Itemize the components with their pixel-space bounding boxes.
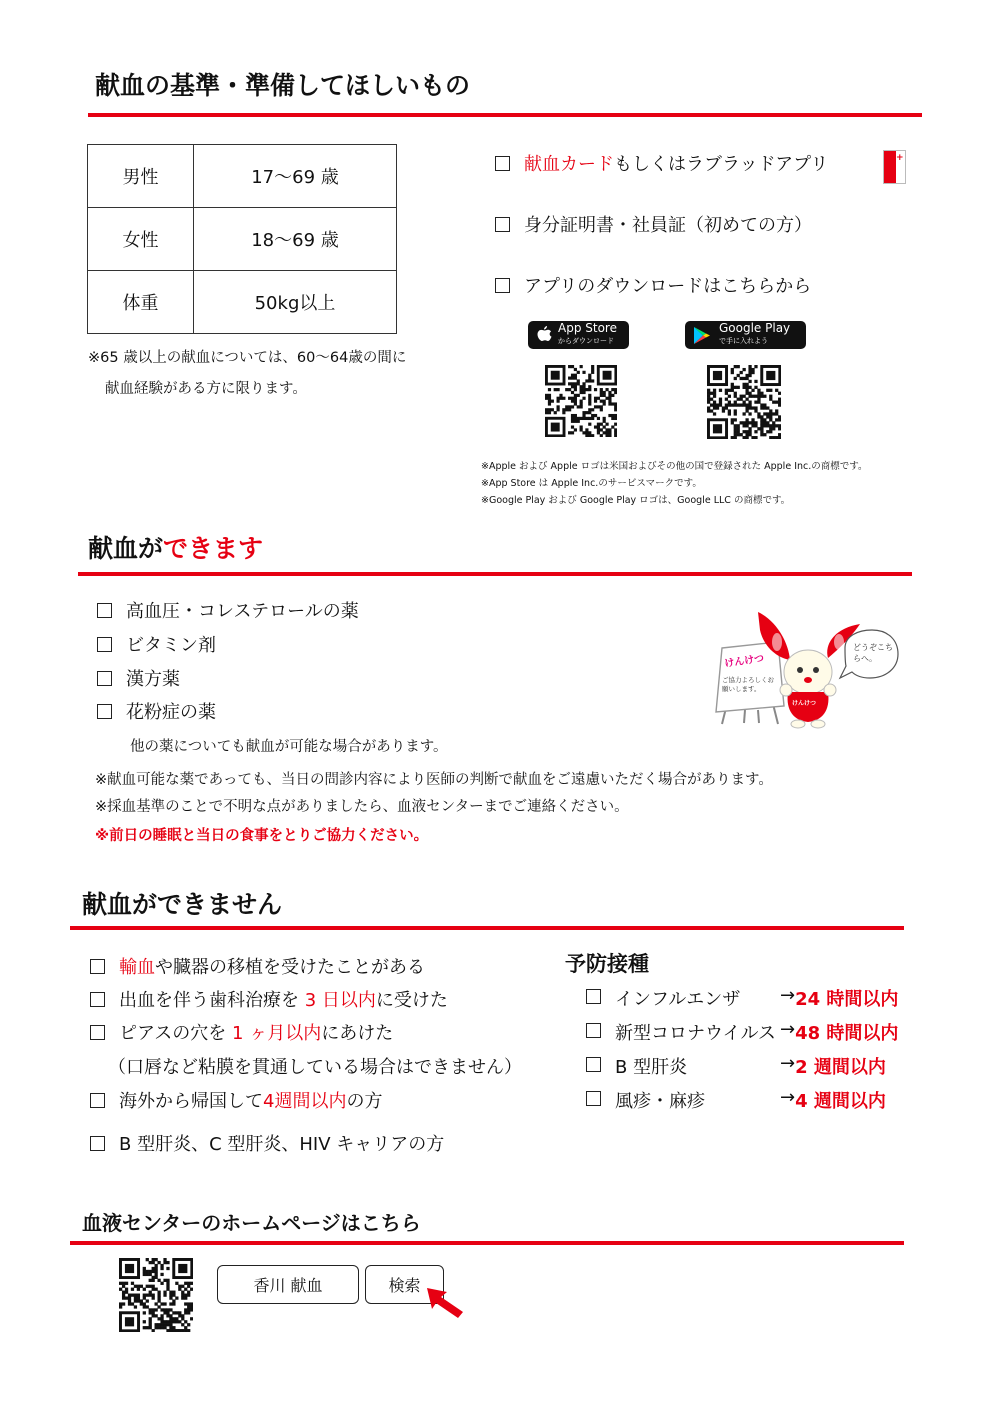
qr-pattern — [707, 365, 781, 439]
vaccine-name: インフルエンザ — [615, 989, 741, 1010]
checklist-text: や臓器の移植を受けたことがある — [155, 957, 425, 978]
checklist-item — [90, 1087, 382, 1113]
checkbox-icon — [97, 637, 112, 652]
vaccine-name: 新型コロナウイルス — [615, 1023, 776, 1044]
app-store-badge[interactable] — [528, 321, 629, 349]
pointer-arrow-icon — [425, 1284, 467, 1320]
criteria-label: 体重 — [88, 271, 194, 334]
age-note-line2: 献血経験がある方に限ります。 — [105, 381, 307, 397]
checklist-item — [90, 953, 425, 979]
criteria-value: 18～69 歳 — [194, 208, 397, 271]
vaccine-row — [586, 985, 898, 1011]
vaccine-name: 風疹・麻疹 — [615, 1091, 705, 1112]
google-play-title: Google Play — [719, 321, 791, 335]
vaccine-row — [586, 1087, 886, 1113]
section1-title: 献血の基準・準備してほしいもの — [95, 71, 471, 100]
checklist-item — [495, 150, 828, 176]
checklist-text: B 型肝炎、C 型肝炎、HIV キャリアの方 — [119, 1134, 445, 1155]
checkbox-icon — [97, 603, 112, 618]
checklist-text: 高血圧・コレステロールの薬 — [126, 601, 359, 622]
section2-title-prefix: 献血が — [88, 534, 164, 563]
trademark-note: ※App Store は Apple Inc.のサービスマークです。 — [481, 478, 702, 489]
checkbox-icon — [586, 1091, 601, 1106]
checklist-item — [495, 211, 812, 237]
speech-bubble-text: どうぞこちらへ。 — [853, 643, 893, 663]
piercing-note: （口唇など粘膜を貫通している場合はできません） — [108, 1057, 522, 1078]
checkbox-icon — [90, 992, 105, 1007]
trademark-note: ※Apple および Apple ロゴは米国およびその他の国で登録された Apple Inc.の商標です。 — [481, 461, 868, 472]
checklist-text: ピアスの穴を — [119, 1023, 233, 1044]
vaccine-name: B 型肝炎 — [615, 1057, 688, 1078]
criteria-label: 女性 — [88, 208, 194, 271]
table-row — [88, 145, 397, 208]
vaccine-period: 2 週間以内 — [795, 1057, 886, 1078]
checklist-item — [90, 1130, 444, 1156]
checklist-item — [90, 1019, 393, 1045]
search-button[interactable]: 検索 — [365, 1265, 444, 1304]
app-store-title: App Store — [558, 321, 617, 335]
age-note-line1: ※65 歳以上の献血については、60～64歳の間に — [88, 350, 407, 366]
criteria-table — [87, 144, 397, 334]
section2-title-highlight: できます — [163, 534, 264, 563]
checkbox-icon — [586, 1023, 601, 1038]
checklist-text: 花粉症の薬 — [126, 702, 216, 723]
checklist-text: もしくはラブラッドアプリ — [614, 154, 829, 175]
homepage-qr-code[interactable] — [119, 1258, 193, 1332]
checkbox-icon — [90, 1136, 105, 1151]
google-play-badge[interactable] — [685, 321, 806, 349]
checkbox-icon — [97, 671, 112, 686]
inquiry-note: ※採血基準のことで不明な点がありましたら、血液センターまでご連絡ください。 — [95, 799, 629, 815]
section3-divider — [70, 926, 904, 930]
cooperation-note: ※前日の睡眠と当日の食事をとりご協力ください。 — [95, 828, 429, 844]
highlight-text: 4週間以内 — [263, 1091, 347, 1112]
arrow-icon: → — [780, 1053, 796, 1074]
checkbox-icon — [586, 1057, 601, 1072]
vaccine-row — [586, 1019, 898, 1045]
checklist-item — [97, 631, 216, 657]
checkbox-icon — [90, 1093, 105, 1108]
vaccine-period: 48 時間以内 — [795, 1023, 899, 1044]
highlight-text: 輸血 — [119, 957, 155, 978]
checkbox-icon — [495, 278, 510, 293]
checklist-text: 漢方薬 — [126, 669, 180, 690]
checklist-text: にあけた — [321, 1023, 394, 1044]
google-play-subtitle: で手に入れよう — [719, 337, 768, 345]
table-row — [88, 208, 397, 271]
checklist-text: 身分証明書・社員証（初めての方） — [524, 215, 812, 236]
checklist-text: 出血を伴う歯科治療を — [119, 990, 305, 1011]
checklist-text: ビタミン剤 — [126, 635, 216, 656]
checklist-text: に受けた — [375, 990, 448, 1011]
checklist-item — [97, 665, 180, 691]
checkbox-icon — [586, 989, 601, 1004]
criteria-label: 男性 — [88, 145, 194, 208]
section4-title: 血液センターのホームページはこちら — [82, 1211, 421, 1235]
blood-card-icon: + — [883, 150, 906, 184]
checklist-item — [90, 986, 448, 1012]
table-row — [88, 271, 397, 334]
google-play-icon — [693, 326, 711, 345]
highlight-text: 3 日以内 — [304, 990, 376, 1011]
vaccine-period: 4 週間以内 — [795, 1091, 886, 1112]
app-store-qr-code[interactable] — [545, 365, 617, 437]
checkbox-icon — [90, 959, 105, 974]
blood-card-label: 献血カード — [524, 154, 614, 175]
vaccine-row — [586, 1053, 886, 1079]
arrow-icon: → — [780, 985, 796, 1006]
search-query-box[interactable]: 香川 献血 — [217, 1265, 359, 1304]
checkbox-icon — [495, 217, 510, 232]
mascot-tag: けんけつ — [792, 700, 817, 707]
checkbox-icon — [495, 156, 510, 171]
mascot-illustration — [700, 610, 900, 730]
app-store-subtitle: からダウンロード — [558, 337, 614, 345]
section3-title: 献血ができません — [82, 890, 283, 919]
trademark-note: ※Google Play および Google Play ロゴは、Google LLC の商標です。 — [481, 495, 791, 506]
checkbox-icon — [97, 704, 112, 719]
section1-divider — [88, 113, 922, 117]
google-play-qr-code[interactable] — [707, 365, 781, 439]
qr-pattern — [545, 365, 617, 437]
section2-divider — [78, 572, 912, 576]
checklist-item — [97, 698, 216, 724]
kenketsu-mascot-icon — [700, 610, 900, 730]
checklist-text: 海外から帰国して — [119, 1091, 263, 1112]
apple-icon — [537, 326, 552, 343]
checklist-text: アプリのダウンロードはこちらから — [524, 276, 812, 297]
criteria-value: 50kg以上 — [194, 271, 397, 334]
section4-divider — [70, 1241, 904, 1245]
vaccine-period: 24 時間以内 — [795, 989, 899, 1010]
checkbox-icon — [90, 1025, 105, 1040]
other-medicine-note: 他の薬についても献血が可能な場合があります。 — [130, 739, 448, 755]
criteria-value: 17～69 歳 — [194, 145, 397, 208]
sign-logo: けんけつ — [723, 653, 765, 670]
arrow-icon: → — [780, 1019, 796, 1040]
checklist-item — [97, 597, 359, 623]
qr-pattern — [119, 1258, 193, 1332]
checklist-text: の方 — [346, 1091, 383, 1112]
highlight-text: 1 ヶ月以内 — [232, 1023, 322, 1044]
section2-title — [88, 529, 263, 565]
arrow-icon: → — [780, 1087, 796, 1108]
vaccine-title: 予防接種 — [565, 952, 649, 976]
sign-text: ご協力よろしくお願いします。 — [722, 676, 774, 693]
checklist-item — [495, 272, 811, 298]
medicine-note: ※献血可能な薬であっても、当日の問診内容により医師の判断で献血をご遠慮いただく場合があります。 — [95, 772, 773, 788]
